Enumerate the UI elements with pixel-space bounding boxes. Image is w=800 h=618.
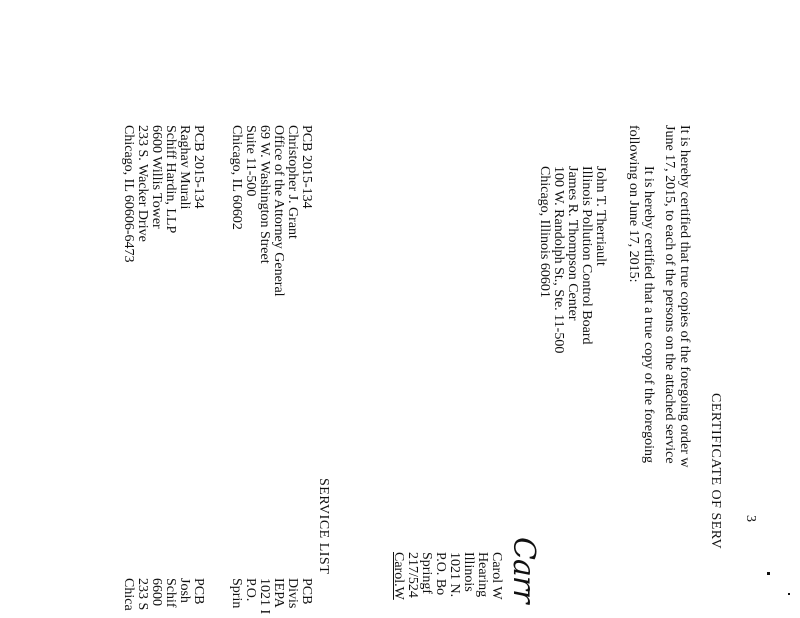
service-entry-line: P.O. (243, 578, 258, 602)
service-entry-line: Sprin (229, 578, 244, 609)
page-number: 3 (743, 515, 758, 522)
signer-line: Carol W (489, 552, 504, 600)
service-entry-line: PCB (299, 578, 314, 605)
board-address-line: 100 W. Randolph St., Ste. 11-500 (551, 166, 566, 354)
scan-speck (767, 572, 770, 575)
signer-line: Springf (419, 552, 434, 594)
service-entry-line: 69 W. Washington Street (257, 125, 272, 264)
certification-paragraph-line: It is hereby certified that true copies of the foregoing order w (677, 125, 692, 468)
service-list-heading: SERVICE LIST (316, 478, 331, 575)
service-entry-line: Chicago, IL 60606-6473 (121, 125, 136, 263)
service-entry-line: PCB 2015-134 (191, 125, 206, 209)
service-entry-line: Chica (121, 578, 136, 611)
certification-paragraph-line: following on June 17, 2015: (626, 125, 641, 283)
service-entry-line: 6600 (149, 578, 164, 606)
handwritten-signature: Carr (506, 537, 541, 603)
service-entry-line: IEPA (271, 578, 286, 608)
signer-line: Hearing (475, 552, 490, 598)
service-entry-line: Office of the Attorney General (271, 125, 286, 297)
service-entry-line: 6600 Willis Tower (149, 125, 164, 229)
scan-speck (788, 593, 790, 595)
board-address-line: John T. Therriault (593, 166, 608, 266)
signer-line: 1021 N. (447, 552, 462, 598)
signer-line: Illinois (461, 552, 476, 592)
certificate-title: CERTIFICATE OF SERV (708, 393, 723, 550)
certification-paragraph-line: June 17, 2015, to each of the persons on the attached service (662, 125, 677, 464)
service-entry-line: Suite 11-500 (243, 125, 258, 197)
service-entry-line: 233 S. Wacker Drive (135, 125, 150, 242)
signer-line: 217/524 (405, 552, 420, 598)
service-entry-line: Schiff Hardin, LLP (163, 125, 178, 234)
board-address-line: Chicago, Illinois 60601 (537, 166, 552, 298)
service-entry-line: Chicago, IL 60602 (229, 125, 244, 230)
signer-email-link[interactable]: Carol.W (391, 552, 406, 600)
certification-paragraph-line: It is hereby certified that a true copy of the foregoing (641, 166, 656, 463)
service-entry-line: Raghav Murali (177, 125, 192, 210)
service-entry-line: Christopher J. Grant (285, 125, 300, 239)
service-entry-line: Divis (285, 578, 300, 609)
service-entry-line: 1021 I (257, 578, 272, 615)
service-entry-line: Schif (163, 578, 178, 608)
board-address-line: Illinois Pollution Control Board (579, 166, 594, 345)
signer-line: P.O. Bo (433, 552, 448, 596)
service-entry-line: 233 S (135, 578, 150, 611)
service-entry-line: Josh (177, 578, 192, 603)
service-entry-line: PCB 2015-134 (299, 125, 314, 209)
board-address-line: James R. Thompson Center (565, 166, 580, 321)
service-entry-line: PCB (191, 578, 206, 605)
